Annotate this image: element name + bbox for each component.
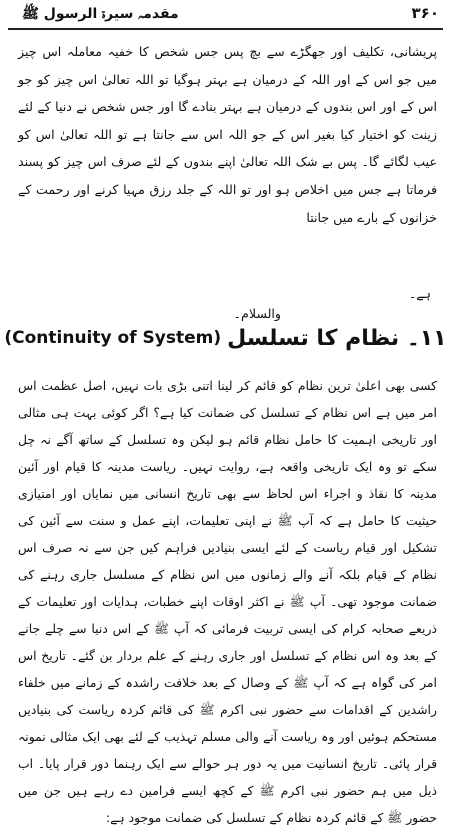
closing-line-2: والسلام۔ — [233, 306, 281, 321]
section-heading-urdu: ۱۱۔ نظام کا تسلسل — [227, 325, 447, 351]
section-heading — [0, 318, 451, 358]
closing-line-1: ہے۔ — [408, 286, 431, 301]
page-number: ۳۶۰ — [411, 4, 439, 22]
page-header — [8, 2, 443, 30]
paragraph-2: کسی بھی اعلیٰ ترین نظام کو قائم کر لینا اتنی بڑی بات نہیں، اصل عظمت اس امر میں ہے اس نظام کے تسلسل کی ضمانت کیا ہے؟ اگر کوئی بہت ہی مثالی اور تاریخی اہمیت کا حامل نظام قائم ہو لیکن وہ تسلسل کے ساتھ آگے نہ چل سکے تو وہ ایک تاریخی واقعہ ہے، روایت نہیں۔ ریاست مدینہ کا قیام اور آئین مدینہ کا نفاذ و اجراء اس لحاظ سے بھی تاریخ انسانی میں نمایاں اور امتیازی حیثیت کا حامل ہے کہ آپ ﷺ نے اپنی تعلیمات، اپنے عمل و سنت سے آئین کی تشکیل اور قیام ریاست کے لئے ایسی بنیادیں فراہم کیں جن سے نہ صرف اس نظام کے قیام بلکہ آنے والے زمانوں میں اس نظام کے مسلسل جاری رہنے کی ضمانت موجود تھی۔ آپ ﷺ نے اکثر اوقات اپنے خطبات، ہدایات اور تعلیمات کے ذریعے صحابہ کرام کی ایسی تربیت فرمائی کہ آپ ﷺ کے اس دنیا سے چلے جانے کے بعد وہ اس نظام کے تسلسل اور جاری رہنے کے علم بردار بن گئے۔ تاریخ اس امر کی گواہ ہے کہ آپ ﷺ کے وصال کے بعد خلافت راشدہ کے زمانے میں خلفاء راشدین کے اقدامات سے حضور نبی اکرم ﷺ کی قائم کردہ ریاست کی بنیادیں مستحکم ہوئیں اور وہ ریاست آنے والی مسلم تہذیب کے لئے بھی ایک مثالی نمونہ قرار پائی۔ تاریخ انسانیت میں یہ دور ہر حوالے سے ایک رہنما دور قرار پایا۔ اب ذیل میں ہم حضور نبی اکرم ﷺ کے کچھ ایسے فرامین دے رہے ہیں جن میں حضور ﷺ کے قائم کردہ نظام کے تسلسل کی ضمانت موجود ہے: — [18, 378, 437, 825]
paragraph-1: پریشانی، تکلیف اور جھگڑے سے بچ پس جس شخص کا خفیہ معاملہ اس چیز میں جو اس کے اور اللہ کے درمیان ہے بہتر ہوگیا تو اللہ تعالیٰ اس چیز کو جو اس کے اور اس بندوں کے درمیان ہے بہتر بنادے گا اور جس شخص نے دنیا کے لئے زینت کو اختیار کیا بغیر اس کے جو اللہ اس سے جانتا ہے تو اللہ تعالیٰ اس کو عیب لگائے گا۔ پس بے شک اللہ تعالیٰ اپنے بندوں کے لئے صرف اس چیز کو پسند فرماتا ہے جس میں اخلاص ہو اور تو اللہ کے جلد رزق مہیا کرنے اور رحمت کے خزانوں کے بارے میں جانتا — [18, 44, 437, 225]
section-heading-english: (Continuity of System) — [4, 328, 222, 348]
running-title: مقدمہ سیرۃ الرسول ﷺ — [22, 6, 179, 22]
